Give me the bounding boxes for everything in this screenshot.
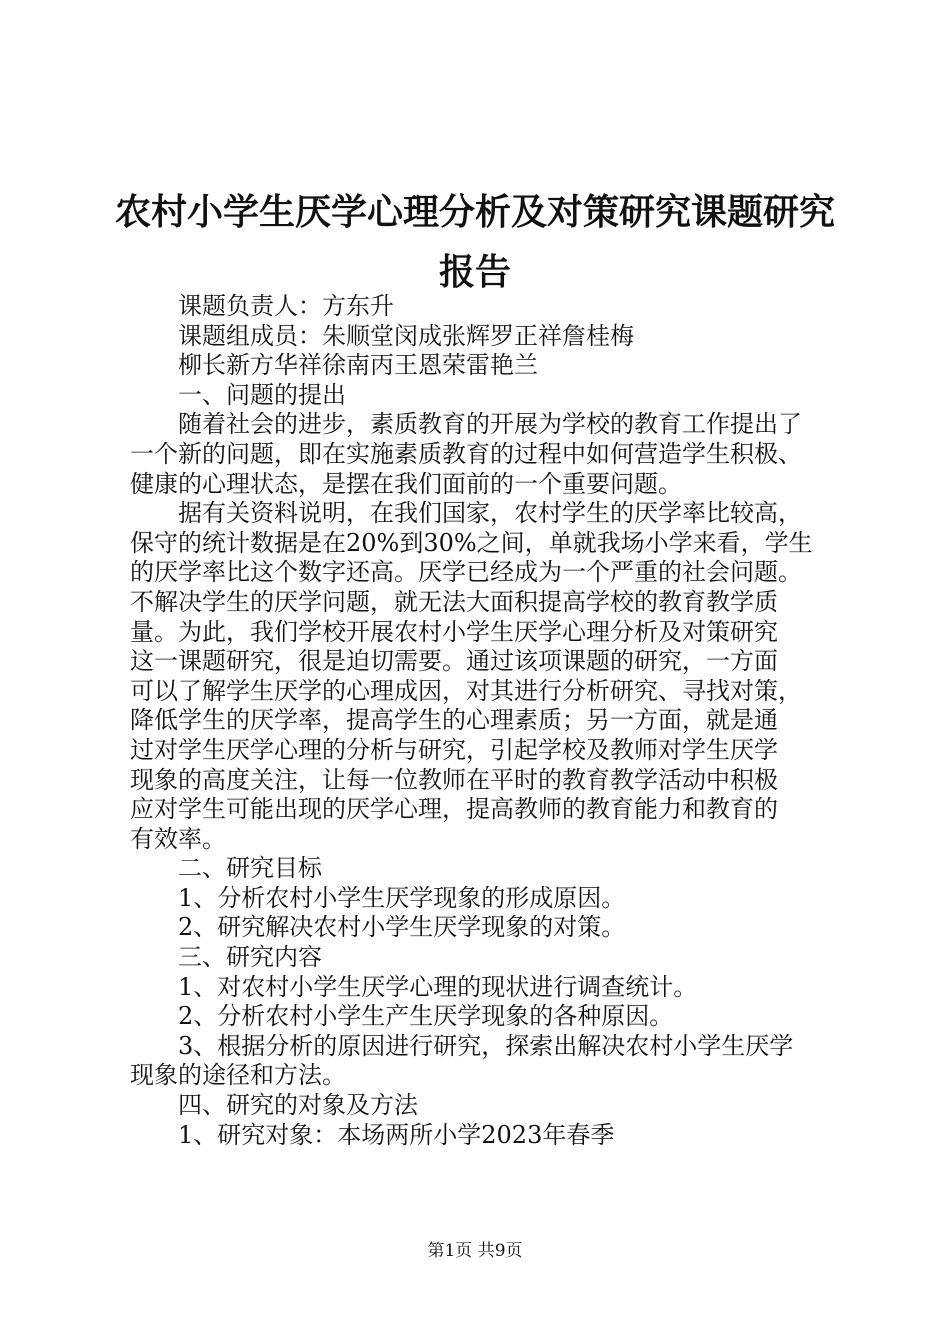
list-item: 2、分析农村小学生产生厌学现象的各种原因。 [178,1002,674,1031]
paragraph-line: 保守的统计数据是在20%到30%之间，单就我场小学来看，学生 [130,528,813,557]
title-line-2: 报告 [438,251,511,293]
section-heading-4: 四、研究的对象及方法 [178,1091,418,1120]
paragraph-line: 据有关资料说明，在我们国家，农村学生的厌学率比较高， [178,499,802,528]
list-item: 1、分析农村小学生厌学现象的形成原因。 [178,883,626,912]
page-footer: 第1页 共9页 [427,1241,523,1261]
paragraph-line: 随着社会的进步，素质教育的开展为学校的教育工作提出了 [178,410,802,439]
section-heading-3: 三、研究内容 [178,943,322,972]
section-heading-1: 一、问题的提出 [178,380,346,409]
title-line-1: 农村小学生厌学心理分析及对策研究课题研究 [114,191,835,233]
paragraph-line: 有效率。 [130,824,226,853]
paragraph-line: 降低学生的厌学率，提高学生的心理素质；另一方面，就是通 [130,706,778,735]
paragraph-line: 不解决学生的厌学问题，就无法大面积提高学校的教育教学质 [130,587,778,616]
document-body [130,292,830,1150]
document-title [0,182,950,302]
list-item: 2、研究解决农村小学生厌学现象的对策。 [178,913,626,942]
paragraph-line: 现象的高度关注，让每一位教师在平时的教育教学活动中积极 [130,765,778,794]
paragraph-line: 过对学生厌学心理的分析与研究，引起学校及教师对学生厌学 [130,735,778,764]
project-members: 课题组成员：朱顺堂闵成张辉罗正祥詹桂梅 [178,321,634,350]
list-item-continued: 现象的途径和方法。 [130,1061,346,1090]
project-members-continued: 柳长新方华祥徐南丙王恩荣雷艳兰 [178,351,538,380]
list-item: 1、对农村小学生厌学心理的现状进行调查统计。 [178,972,698,1001]
paragraph-line: 这一课题研究，很是迫切需要。通过该项课题的研究，一方面 [130,647,778,676]
section-heading-2: 二、研究目标 [178,854,322,883]
project-leader: 课题负责人：方东升 [178,292,394,320]
paragraph-line: 可以了解学生厌学的心理成因，对其进行分析研究、寻找对策， [130,676,802,705]
list-item: 1、研究对象：本场两所小学2023年春季 [178,1120,615,1149]
paragraph-line: 应对学生可能出现的厌学心理，提高教师的教育能力和教育的 [130,795,778,824]
list-item: 3、根据分析的原因进行研究，探索出解决农村小学生厌学 [178,1031,794,1060]
paragraph-line: 量。为此，我们学校开展农村小学生厌学心理分析及对策研究 [130,617,778,646]
paragraph-line: 的厌学率比这个数字还高。厌学已经成为一个严重的社会问题。 [130,558,802,587]
paragraph-line: 健康的心理状态，是摆在我们面前的一个重要问题。 [130,469,682,498]
paragraph-line: 一个新的问题，即在实施素质教育的过程中如何营造学生积极、 [130,439,802,468]
